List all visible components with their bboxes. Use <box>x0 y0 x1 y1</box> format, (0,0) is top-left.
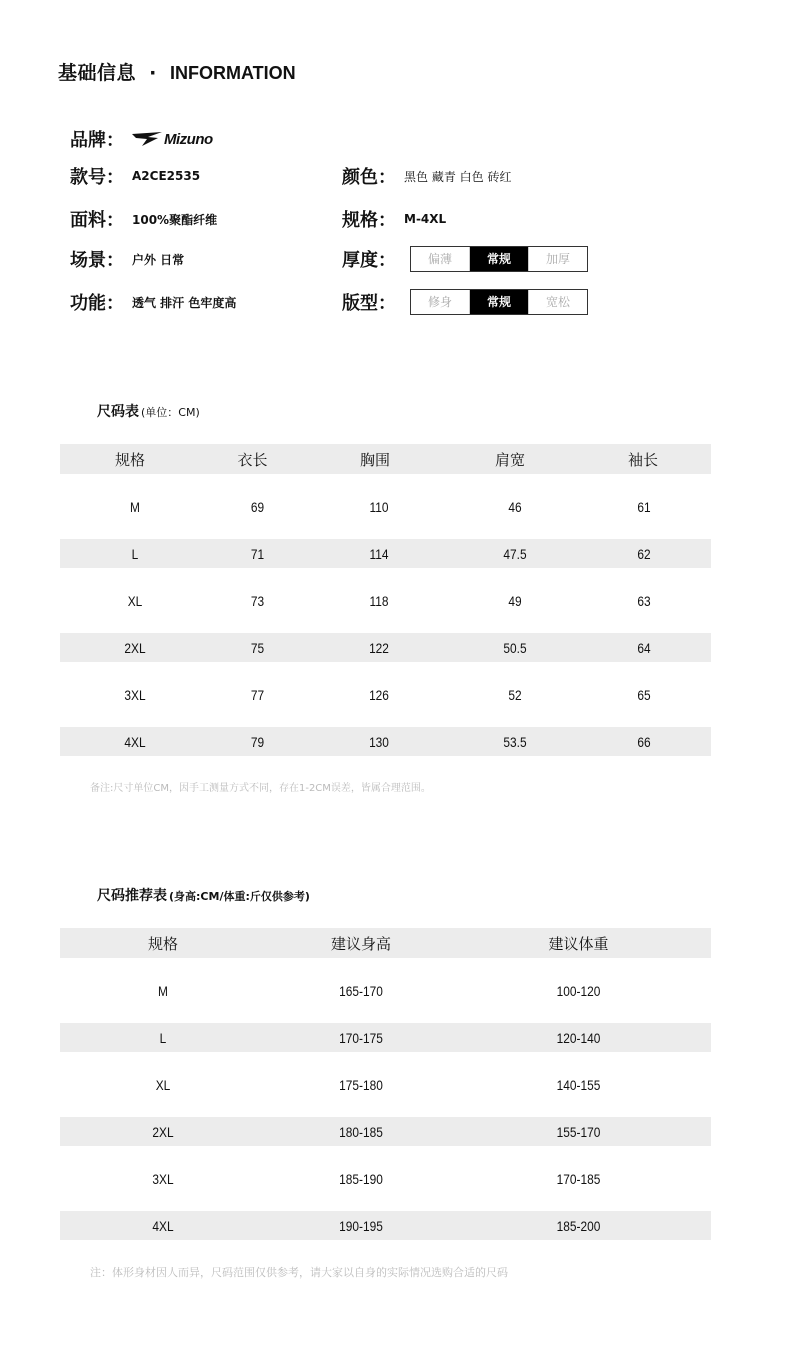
column-header: 规格 <box>114 450 145 469</box>
table-row <box>60 1211 711 1240</box>
color-label: 颜色： <box>342 167 396 188</box>
column-header: 规格 <box>147 934 178 953</box>
size-range-value: M-4XL <box>404 212 447 226</box>
fabric-value: 100%聚酯纤维 <box>132 212 218 227</box>
table-row <box>60 539 711 568</box>
style-no-value: A2CE2535 <box>132 169 201 183</box>
recommend-chart-title-text: 尺码推荐表 <box>97 888 167 904</box>
table-row <box>60 1052 711 1117</box>
table-cell: 75 <box>250 639 265 656</box>
table-cell: 52 <box>508 686 522 703</box>
recommend-chart-title <box>97 885 310 905</box>
info-thickness <box>342 246 588 272</box>
table-cell: 118 <box>369 592 389 609</box>
info-style-no <box>70 163 200 189</box>
table-cell: L <box>159 1029 167 1046</box>
table-cell: 2XL <box>124 639 146 656</box>
table-cell: 155-170 <box>556 1123 601 1140</box>
column-header: 衣长 <box>237 450 268 469</box>
table-cell: 180-185 <box>339 1123 383 1140</box>
info-function <box>70 289 236 315</box>
column-header: 肩宽 <box>494 450 525 469</box>
thickness-option-regular: 常规 <box>469 247 528 271</box>
table-cell: 73 <box>250 592 265 609</box>
title-separator: · <box>149 62 157 84</box>
recommend-chart-table <box>60 928 711 1240</box>
table-cell: 190-195 <box>339 1217 383 1234</box>
scene-label: 场景： <box>70 250 124 271</box>
table-cell: 175-180 <box>339 1076 383 1093</box>
table-header-row <box>60 444 711 474</box>
table-cell: 126 <box>369 686 389 703</box>
function-value: 透气 排汗 色牢度高 <box>132 295 237 310</box>
table-cell: 77 <box>250 686 265 703</box>
table-cell: 63 <box>637 592 651 609</box>
table-row <box>60 1023 711 1052</box>
brand-wordmark: Mizuno <box>164 130 213 148</box>
table-row <box>60 568 711 633</box>
table-cell: 64 <box>637 639 651 656</box>
info-scene <box>70 246 184 272</box>
table-row <box>60 474 711 539</box>
table-cell: 3XL <box>124 686 146 703</box>
scene-value: 户外 日常 <box>132 252 185 267</box>
table-cell: 62 <box>637 545 651 562</box>
column-header: 胸围 <box>359 450 390 469</box>
table-cell: 170-185 <box>556 1170 601 1187</box>
fit-option-slim: 修身 <box>411 290 469 314</box>
size-chart-note: 备注:尺寸单位CM，因手工测量方式不同，存在1-2CM误差，皆属合理范围。 <box>90 783 431 794</box>
table-cell: M <box>158 982 168 999</box>
table-row <box>60 1117 711 1146</box>
title-en: INFORMATION <box>169 63 296 83</box>
table-cell: 3XL <box>152 1170 174 1187</box>
table-cell: 2XL <box>152 1123 174 1140</box>
table-cell: 79 <box>250 733 265 750</box>
table-cell: 4XL <box>124 733 146 750</box>
info-fit <box>342 289 588 315</box>
table-cell: 69 <box>250 498 265 515</box>
table-cell: 130 <box>369 733 389 750</box>
table-row <box>60 1146 711 1211</box>
table-cell: 61 <box>637 498 651 515</box>
table-cell: 114 <box>369 545 389 562</box>
brand-label: 品牌： <box>70 130 124 151</box>
function-label: 功能： <box>70 293 124 314</box>
table-cell: 185-190 <box>339 1170 383 1187</box>
thickness-selector <box>410 246 588 272</box>
table-header-row <box>60 928 711 958</box>
table-cell: 170-175 <box>339 1029 383 1046</box>
column-header: 袖长 <box>627 450 658 469</box>
table-cell: 4XL <box>152 1217 174 1234</box>
info-brand <box>70 126 213 152</box>
table-cell: 185-200 <box>556 1217 601 1234</box>
column-header: 建议体重 <box>548 934 609 953</box>
recommend-chart-subtitle: (身高:CM/体重:斤仅供参考) <box>169 890 310 903</box>
table-cell: 110 <box>369 498 389 515</box>
page-title <box>58 58 296 85</box>
color-value: 黑色 藏青 白色 砖红 <box>404 169 512 184</box>
table-cell: L <box>131 545 139 562</box>
size-chart-subtitle: (单位：CM) <box>141 406 200 419</box>
size-chart-title <box>97 401 200 421</box>
table-cell: 49 <box>508 592 522 609</box>
fit-selector <box>410 289 588 315</box>
fabric-label: 面料： <box>70 210 124 231</box>
size-chart-title-text: 尺码表 <box>97 404 139 420</box>
table-cell: XL <box>155 1076 171 1093</box>
recommend-chart-note: 注：体形身材因人而异，尺码范围仅供参考，请大家以自身的实际情况选购合适的尺码 <box>90 1266 508 1279</box>
table-row <box>60 662 711 727</box>
table-cell: 100-120 <box>556 982 601 999</box>
thickness-option-thick: 加厚 <box>528 247 587 271</box>
thickness-label: 厚度： <box>342 250 396 271</box>
fit-option-loose: 宽松 <box>528 290 587 314</box>
table-cell: 53.5 <box>503 733 527 750</box>
table-cell: XL <box>127 592 143 609</box>
brand-logo <box>132 131 213 148</box>
table-cell: 165-170 <box>339 982 383 999</box>
table-cell: 140-155 <box>556 1076 601 1093</box>
column-header: 建议身高 <box>330 934 391 953</box>
table-cell: 66 <box>637 733 651 750</box>
info-color <box>342 163 511 189</box>
table-cell: 71 <box>250 545 265 562</box>
info-fabric <box>70 206 217 232</box>
title-cn: 基础信息 <box>58 62 137 84</box>
table-cell: M <box>130 498 140 515</box>
table-cell: 122 <box>369 639 389 656</box>
fit-label: 版型： <box>342 293 396 314</box>
table-cell: 50.5 <box>503 639 527 656</box>
table-row <box>60 958 711 1023</box>
size-chart-table <box>60 444 711 756</box>
thickness-option-thin: 偏薄 <box>411 247 469 271</box>
table-cell: 120-140 <box>556 1029 601 1046</box>
style-no-label: 款号： <box>70 167 124 188</box>
table-cell: 46 <box>508 498 522 515</box>
table-cell: 47.5 <box>503 545 527 562</box>
fit-option-regular: 常规 <box>469 290 528 314</box>
mizuno-runbird-icon <box>132 132 162 146</box>
table-row <box>60 727 711 756</box>
info-size-range <box>342 206 446 232</box>
size-range-label: 规格： <box>342 210 396 231</box>
table-cell: 65 <box>637 686 651 703</box>
table-row <box>60 633 711 662</box>
